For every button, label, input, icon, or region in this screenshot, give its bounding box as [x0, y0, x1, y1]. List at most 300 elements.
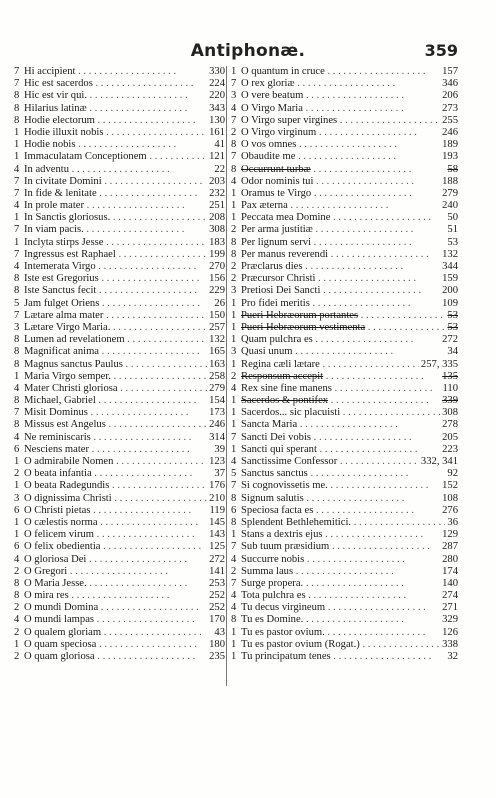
entry-title-text: In adventu: [24, 163, 70, 175]
entry-title: [241, 322, 445, 334]
entry-title-text: Tu es Domine.: [241, 614, 304, 626]
entry-page-number: 163: [209, 358, 225, 370]
entry-mode-number: 6: [14, 541, 20, 553]
entry-mode-number: 2: [231, 565, 237, 577]
index-entry: [14, 480, 225, 492]
entry-title-text: O vos omnes: [241, 139, 297, 151]
entry-page-number: 232: [209, 187, 225, 199]
entry-page-number: 314: [209, 431, 225, 443]
index-entry: [14, 237, 225, 249]
entry-title: [241, 432, 440, 444]
entry-mode-number: 7: [14, 66, 20, 77]
index-entry: [14, 176, 225, 188]
entry-title-text: O dignissima Christi: [24, 492, 112, 504]
entry-title-text: Nesciens mater: [24, 443, 90, 455]
entry-title: [241, 407, 440, 419]
entry-page-number: 240: [442, 200, 458, 212]
entry-page-number: 272: [209, 553, 225, 565]
entry-mode-number: 3: [14, 492, 20, 504]
entry-title-text: Hi accipient: [24, 66, 76, 77]
entry-page-number: 205: [442, 431, 458, 443]
entry-title: [24, 127, 207, 139]
entry-title: [241, 334, 440, 346]
entry-page-number: 343: [209, 102, 225, 114]
entry-title-text: In fide & lenitate: [24, 187, 97, 199]
entry-title: [241, 578, 440, 590]
entry-mode-number: 3: [231, 285, 237, 297]
entry-title-text: Præcursor Christi: [241, 273, 316, 285]
index-entry: [14, 578, 225, 590]
entry-title: [241, 419, 440, 431]
entry-title: [24, 371, 207, 383]
index-entry: [14, 432, 225, 444]
entry-mode-number: 8: [14, 334, 20, 346]
entry-page-number: 37: [214, 468, 225, 480]
entry-page-number: 220: [209, 90, 225, 102]
entry-title-text: Pueri Hebræorum portantes: [241, 309, 359, 321]
entry-title: [24, 176, 207, 188]
entry-title-text: Immaculatam Conceptionem: [24, 151, 147, 163]
entry-mode-number: 8: [14, 346, 20, 358]
index-entry: [14, 541, 225, 553]
index-entry: [231, 590, 458, 602]
entry-title-text: O Maria Jesse.: [24, 577, 87, 589]
entry-page-number: 53: [447, 309, 458, 321]
entry-title-text: Splendent Bethlehemitici.: [241, 516, 352, 528]
index-entry: [14, 602, 225, 614]
entry-title-text: Ne reminiscaris: [24, 431, 91, 443]
index-entry: [14, 90, 225, 102]
entry-page-number: 253: [209, 577, 225, 589]
entry-title: [24, 346, 207, 358]
index-entry: [231, 480, 458, 492]
entry-mode-number: 7: [14, 78, 20, 90]
entry-mode-number: 1: [14, 529, 20, 541]
entry-title-text: Rex sine fine manens: [241, 382, 332, 394]
entry-title-text: Tota pulchra es: [241, 590, 306, 602]
index-entry: [14, 164, 225, 176]
entry-title-text: Sanctissime Confessor: [241, 456, 338, 467]
entry-title: [241, 127, 440, 139]
index-entry: [231, 103, 458, 115]
index-entry: [231, 188, 458, 200]
entry-title-text: Misit Dominus: [24, 407, 88, 419]
index-column-left: [14, 66, 225, 663]
entry-title-text: O quantum in cruce: [241, 66, 325, 77]
entry-mode-number: 6: [14, 504, 20, 516]
entry-title-text: Hodie electorum: [24, 114, 95, 126]
index-entry: [231, 224, 458, 236]
entry-page-number: 346: [442, 78, 458, 90]
entry-title: [24, 322, 207, 334]
entry-page-number: 287: [442, 541, 458, 553]
entry-mode-number: 8: [231, 516, 237, 528]
entry-title-text: Oramus te Virgo: [241, 187, 312, 199]
entry-mode-number: 1: [231, 651, 237, 662]
entry-mode-number: 7: [231, 577, 237, 589]
entry-title-text: O felix obedientia: [24, 541, 101, 553]
entry-title-text: Odor nominis tui: [241, 175, 314, 187]
entry-mode-number: 1: [14, 370, 20, 382]
entry-title: [241, 566, 440, 578]
entry-mode-number: 8: [14, 114, 20, 126]
entry-title-text: Hic est sacerdos: [24, 78, 93, 90]
entry-mode-number: 1: [231, 297, 237, 309]
entry-mode-number: 4: [231, 382, 237, 394]
entry-title-text: O mundi lampas: [24, 614, 95, 626]
entry-title-text: Iste est Gregorius: [24, 273, 99, 285]
entry-title: [24, 298, 212, 310]
entry-mode-number: 4: [14, 163, 20, 175]
entry-title: [241, 249, 440, 261]
entry-mode-number: 2: [231, 273, 237, 285]
entry-mode-number: 7: [14, 309, 20, 321]
index-entry: [231, 541, 458, 553]
entry-mode-number: 7: [14, 187, 20, 199]
entry-page-number: 308: [442, 407, 458, 419]
entry-title-text: O quam gloriosa: [24, 651, 95, 662]
entry-title: [241, 78, 440, 90]
index-entry: [231, 383, 458, 395]
entry-page-number: 257: [209, 321, 225, 333]
entry-page-number: 141: [209, 565, 225, 577]
entry-mode-number: 2: [14, 565, 20, 577]
index-entry: [231, 602, 458, 614]
entry-title: [241, 639, 440, 651]
entry-page-number: 173: [209, 407, 225, 419]
entry-mode-number: 8: [231, 248, 237, 260]
entry-title-text: Summa laus: [241, 565, 294, 577]
entry-title: [24, 529, 207, 541]
entry-title: [241, 444, 440, 456]
index-entry: [14, 554, 225, 566]
index-entry: [14, 627, 225, 639]
entry-title: [24, 419, 207, 431]
entry-title-text: Signum salutis: [241, 492, 304, 504]
entry-mode-number: 7: [231, 431, 237, 443]
entry-title: [241, 346, 445, 358]
entry-title: [24, 151, 207, 163]
entry-mode-number: 4: [14, 614, 20, 626]
entry-mode-number: 4: [14, 200, 20, 212]
entry-title: [24, 334, 207, 346]
entry-mode-number: 2: [231, 370, 237, 382]
index-entry: [231, 493, 458, 505]
entry-mode-number: 8: [231, 163, 237, 175]
entry-page-number: 36: [447, 516, 458, 528]
entry-title: [241, 359, 419, 371]
entry-title-text: O quam speciosa: [24, 638, 97, 650]
entry-page-number: 58: [447, 163, 458, 175]
entry-mode-number: 1: [231, 626, 237, 638]
entry-title-text: Sacerdos... sic placuisti: [241, 407, 341, 419]
index-entry: [231, 139, 458, 151]
entry-mode-number: 4: [231, 602, 237, 614]
entry-title: [241, 212, 445, 224]
index-entry: [231, 212, 458, 224]
index-entry: [14, 310, 225, 322]
entry-title-text: O rex gloriæ: [241, 78, 295, 90]
entry-title: [241, 298, 440, 310]
entry-mode-number: 5: [231, 468, 237, 480]
entry-page-number: 53: [447, 236, 458, 248]
entry-mode-number: 8: [14, 90, 20, 102]
entry-title: [241, 651, 445, 663]
entry-title-text: Lætare Virgo Maria.: [24, 321, 111, 333]
entry-title-text: Quasi unum: [241, 346, 293, 358]
entry-mode-number: 4: [231, 102, 237, 114]
index-entry: [231, 261, 458, 273]
index-entry: [231, 529, 458, 541]
entry-title-text: Tu decus virgineum: [241, 602, 326, 614]
entry-title-text: O Virgo super virgines: [241, 114, 338, 126]
index-entry: [231, 66, 458, 78]
page-title: Antiphonæ.: [190, 41, 306, 61]
entry-mode-number: 4: [14, 382, 20, 394]
entry-title: [24, 212, 207, 224]
entry-page-number: 159: [442, 273, 458, 285]
entry-page-number: 252: [209, 602, 225, 614]
entry-page-number: 180: [209, 638, 225, 650]
entry-page-number: 183: [209, 236, 225, 248]
index-entry: [231, 407, 458, 419]
index-entry: [231, 346, 458, 358]
entry-title-text: Per lignum servi: [241, 236, 312, 248]
entry-mode-number: 1: [231, 395, 237, 407]
entry-page-number: 26: [214, 297, 225, 309]
index-entry: [14, 224, 225, 236]
entry-title-text: Lætare alma mater: [24, 309, 104, 321]
entry-title: [241, 115, 440, 127]
index-entry: [14, 273, 225, 285]
entry-page-number: 251: [209, 200, 225, 212]
entry-title-text: In civitate Domini: [24, 175, 102, 187]
entry-page-number: 140: [442, 577, 458, 589]
entry-page-number: 50: [447, 212, 458, 224]
entry-page-number: 208: [209, 212, 225, 224]
entry-mode-number: 1: [14, 139, 20, 151]
entry-title-text: Michael, Gabriel: [24, 395, 96, 407]
entry-title-text: Ingressus est Raphael: [24, 248, 116, 260]
entry-title: [241, 164, 445, 176]
index-entry: [14, 115, 225, 127]
index-entry: [14, 200, 225, 212]
entry-page-number: 121: [209, 151, 225, 163]
entry-title-text: Missus est Angelus: [24, 419, 106, 431]
entry-title-text: Magnificat anima: [24, 346, 100, 358]
entry-mode-number: 8: [14, 577, 20, 589]
entry-page-number: 161: [209, 126, 225, 138]
entry-page-number: 126: [442, 626, 458, 638]
entry-title: [241, 554, 440, 566]
entry-title: [24, 273, 207, 285]
index-entry: [231, 419, 458, 431]
entry-mode-number: 7: [14, 407, 20, 419]
entry-title-text: Tu es pastor ovium.: [241, 626, 325, 638]
entry-title-text: O Virgo Maria: [241, 102, 303, 114]
index-column-right: [226, 66, 458, 686]
entry-page-number: 157: [442, 66, 458, 77]
entry-title-text: Hilarius latinæ: [24, 102, 87, 114]
entry-title-text: O Virgo virginum: [241, 126, 317, 138]
entry-title-text: O felicem virum: [24, 529, 95, 541]
entry-page-number: 165: [209, 346, 225, 358]
entry-page-number: 229: [209, 285, 225, 297]
entry-page-number: 193: [442, 151, 458, 163]
entry-title-text: O beata Radegundis: [24, 480, 110, 492]
entry-page-number: 329: [442, 614, 458, 626]
entry-title: [241, 285, 440, 297]
entry-mode-number: 1: [231, 638, 237, 650]
entry-page-number: 308: [209, 224, 225, 236]
entry-title-text: Jam fulget Oriens: [24, 297, 100, 309]
entry-mode-number: 1: [14, 456, 20, 467]
index-entry: [231, 310, 458, 322]
entry-mode-number: 4: [231, 590, 237, 602]
entry-title-text: O qualem gloriam: [24, 626, 102, 638]
entry-title: [241, 456, 419, 468]
entry-title: [241, 371, 440, 383]
index-entry: [231, 127, 458, 139]
entry-title-text: O admirabile Nomen: [24, 456, 114, 467]
entry-page-number: 224: [209, 78, 225, 90]
entry-page-number: 92: [447, 468, 458, 480]
entry-page-number: 130: [209, 114, 225, 126]
index-entry: [231, 90, 458, 102]
entry-title: [241, 237, 445, 249]
entry-title-text: Inclyta stirps Jesse: [24, 236, 104, 248]
entry-title-text: O beata infantia: [24, 468, 92, 480]
entry-title: [24, 554, 207, 566]
entry-mode-number: 8: [231, 236, 237, 248]
index-entry: [14, 151, 225, 163]
entry-title-text: In prole mater: [24, 200, 85, 212]
index-entry: [231, 322, 458, 334]
entry-page-number: 119: [209, 504, 225, 516]
entry-mode-number: 8: [231, 492, 237, 504]
entry-title-text: Sanctus sanctus: [241, 468, 308, 480]
entry-title-text: Magnus sanctus Paulus: [24, 358, 123, 370]
entry-title: [241, 627, 440, 639]
entry-mode-number: 8: [14, 358, 20, 370]
entry-title-text: Sancti Dei vobis: [241, 431, 312, 443]
entry-page-number: 273: [442, 102, 458, 114]
entry-page-number: 150: [209, 309, 225, 321]
entry-title: [241, 66, 440, 78]
entry-page-number: 110: [442, 382, 458, 394]
entry-mode-number: 1: [14, 151, 20, 163]
index-entry: [14, 322, 225, 334]
entry-title: [24, 639, 207, 651]
index-entry: [231, 359, 458, 371]
index-entry: [14, 359, 225, 371]
entry-title: [24, 614, 207, 626]
entry-page-number: 235: [209, 651, 225, 662]
entry-title: [24, 200, 207, 212]
entry-mode-number: 7: [14, 248, 20, 260]
entry-title: [24, 407, 207, 419]
entry-title: [241, 151, 440, 163]
entry-page-number: 109: [442, 297, 458, 309]
entry-title: [24, 237, 207, 249]
entry-mode-number: 7: [14, 175, 20, 187]
entry-title-text: Occurrunt turbæ: [241, 163, 311, 175]
entry-title-text: Tu es pastor ovium (Rogat.): [241, 638, 360, 650]
entry-title: [241, 614, 440, 626]
entry-page-number: 258: [209, 370, 225, 382]
entry-page-number: 199: [209, 248, 225, 260]
index-entry: [231, 249, 458, 261]
entry-title: [24, 78, 207, 90]
entry-title: [24, 432, 207, 444]
entry-title-text: Per manus reverendi: [241, 248, 329, 260]
entry-page-number: 200: [442, 285, 458, 297]
index-entry: [14, 395, 225, 407]
entry-title-text: O mundi Domina: [24, 602, 99, 614]
entry-mode-number: 1: [231, 407, 237, 419]
entry-mode-number: 1: [231, 419, 237, 431]
index-entry: [14, 639, 225, 651]
entry-page-number: 135: [442, 370, 458, 382]
entry-title: [24, 590, 207, 602]
entry-title: [24, 139, 212, 151]
index-entry: [14, 188, 225, 200]
index-entry: [231, 115, 458, 127]
entry-page-number: 270: [209, 261, 225, 272]
entry-title: [24, 541, 207, 553]
entry-page-number: 43: [214, 626, 225, 638]
entry-mode-number: 3: [231, 90, 237, 102]
entry-title: [241, 261, 440, 273]
index-entry: [231, 285, 458, 297]
entry-title: [241, 310, 445, 322]
entry-page-number: 280: [442, 553, 458, 565]
entry-title: [241, 480, 440, 492]
entry-page-number: 189: [442, 139, 458, 151]
entry-title: [241, 383, 441, 395]
entry-mode-number: 8: [14, 395, 20, 407]
entry-title: [24, 285, 207, 297]
index-entry: [231, 273, 458, 285]
entry-title: [24, 310, 207, 322]
entry-page-number: 123: [209, 456, 225, 467]
entry-page-number: 274: [442, 590, 458, 602]
entry-page-number: 22: [214, 163, 225, 175]
entry-title-text: O mira res: [24, 590, 69, 602]
entry-page-number: 344: [442, 261, 458, 272]
entry-title: [241, 200, 440, 212]
entry-title-text: Hodie illuxit nobis: [24, 126, 104, 138]
index-entry: [14, 651, 225, 663]
entry-title: [24, 359, 207, 371]
entry-page-number: 206: [442, 90, 458, 102]
entry-title: [24, 651, 207, 663]
entry-page-number: 188: [442, 175, 458, 187]
entry-title-text: Præclarus dies: [241, 261, 303, 272]
entry-page-number: 129: [442, 529, 458, 541]
entry-title: [24, 480, 207, 492]
entry-mode-number: 4: [231, 175, 237, 187]
index-entry: [14, 139, 225, 151]
entry-page-number: 51: [447, 224, 458, 236]
index-entry: [231, 237, 458, 249]
entry-title-text: Pretiosi Dei Sancti: [241, 285, 321, 297]
entry-page-number: 145: [209, 516, 225, 528]
entry-title: [24, 164, 212, 176]
entry-mode-number: 2: [231, 224, 237, 236]
page-number: 359: [424, 41, 458, 60]
entry-page-number: 152: [442, 480, 458, 492]
